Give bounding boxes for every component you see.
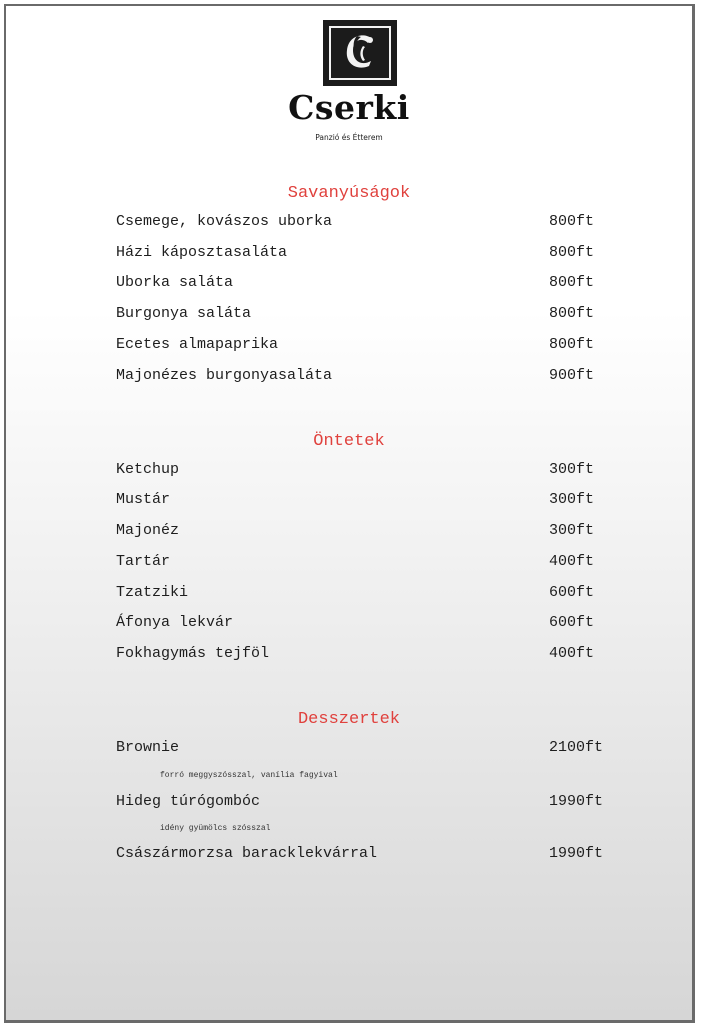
brand-name: Cserki <box>288 88 410 127</box>
item-name: Burgonya saláta <box>116 305 252 322</box>
item-price: 300ft <box>549 491 595 508</box>
brand-tagline: Panzió és Étterem <box>315 133 383 142</box>
menu-page <box>4 4 695 1023</box>
logo-letter-c-icon <box>335 30 385 76</box>
menu-item <box>116 305 612 325</box>
item-price: 900ft <box>549 367 595 384</box>
item-name: Hideg túrógombóc <box>116 793 261 810</box>
item-price: 800ft <box>549 336 595 353</box>
menu-item <box>116 739 612 759</box>
item-name: Áfonya lekvár <box>116 614 234 631</box>
item-description: forró meggyszósszal, vanília fagyival <box>160 771 338 780</box>
item-name: Majonéz <box>116 522 180 539</box>
menu-item <box>116 793 612 813</box>
menu-item <box>116 461 612 481</box>
item-price: 800ft <box>549 305 595 322</box>
item-price: 300ft <box>549 522 595 539</box>
section-title-ontetek: Öntetek <box>313 432 385 451</box>
menu-item <box>116 614 612 634</box>
menu-item <box>116 336 612 356</box>
item-price: 300ft <box>549 461 595 478</box>
item-name: Ketchup <box>116 461 180 478</box>
item-name: Fokhagymás tejföl <box>116 645 270 662</box>
menu-item <box>116 274 612 294</box>
item-price: 600ft <box>549 614 595 631</box>
section-title-savanyusagok: Savanyúságok <box>287 184 411 203</box>
item-name: Tartár <box>116 553 171 570</box>
menu-item <box>116 491 612 511</box>
menu-item <box>116 244 612 264</box>
item-name: Csemege, kovászos uborka <box>116 213 333 230</box>
item-name: Császármorzsa baracklekvárral <box>116 845 378 862</box>
item-description: idény gyümölcs szósszal <box>160 824 271 833</box>
logo <box>323 20 397 86</box>
item-name: Tzatziki <box>116 584 189 601</box>
item-price: 400ft <box>549 553 595 570</box>
item-name: Mustár <box>116 491 171 508</box>
item-name: Ecetes almapaprika <box>116 336 279 353</box>
menu-item <box>116 213 612 233</box>
item-price: 600ft <box>549 584 595 601</box>
item-name: Uborka saláta <box>116 274 234 291</box>
item-name: Házi káposztasaláta <box>116 244 288 261</box>
menu-item <box>116 584 612 604</box>
item-price: 800ft <box>549 244 595 261</box>
item-name: Brownie <box>116 739 180 756</box>
menu-item <box>116 553 612 573</box>
item-name: Majonézes burgonyasaláta <box>116 367 333 384</box>
item-price: 400ft <box>549 645 595 662</box>
menu-item <box>116 845 612 865</box>
item-price: 1990ft <box>549 845 604 862</box>
menu-item <box>116 645 612 665</box>
item-price: 800ft <box>549 213 595 230</box>
item-price: 800ft <box>549 274 595 291</box>
item-price: 2100ft <box>549 739 604 756</box>
section-title-desszertek: Desszertek <box>297 710 401 729</box>
item-price: 1990ft <box>549 793 604 810</box>
menu-item <box>116 367 612 387</box>
menu-item <box>116 522 612 542</box>
